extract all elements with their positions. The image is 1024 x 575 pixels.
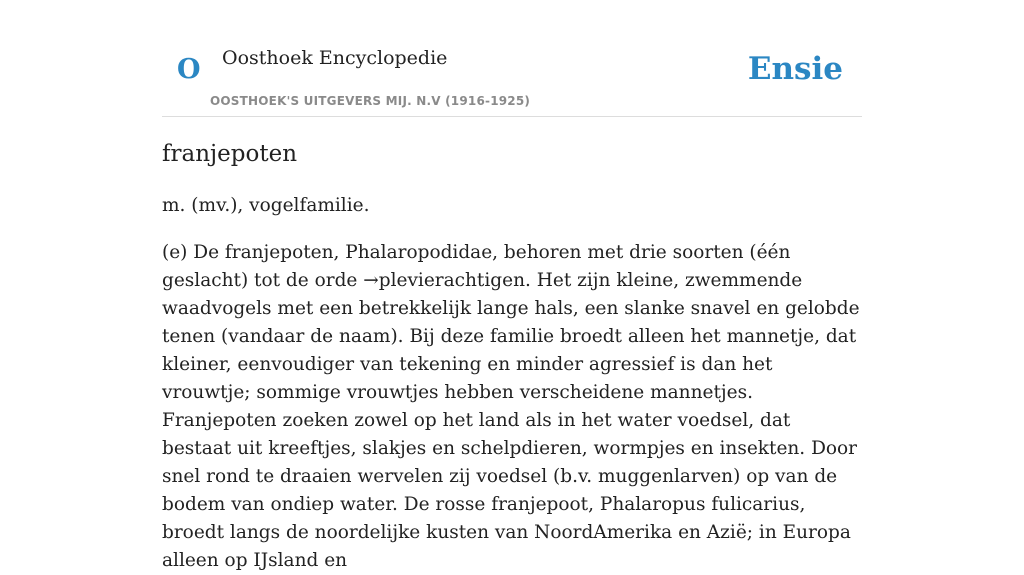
ensie-brand-link[interactable]: Ensie bbox=[747, 51, 843, 87]
source-logo[interactable]: O bbox=[177, 54, 201, 85]
entry-definition: m. (mv.), vogelfamilie. bbox=[162, 195, 370, 216]
entry-body-paragraph: (e) De franjepoten, Phalaropodidae, behoren met drie soorten (één geslacht) tot de orde →plevierachtigen. Het zijn kleine, zwemmende waadvogels met een betrekkelijk lange hals, een slanke snavel en gelobde tenen (vandaar de naam). Bij deze familie broedt alleen het mannetje, dat kleiner, eenvoudiger van tekening en minder agressief is dan het vrouwtje; sommige vrouwtjes hebben verscheidene mannetjes. Franjepoten zoeken zowel op het land als in het water voedsel, dat bestaat uit kreeftjes, slakjes en schelpdieren, wormpjes en insekten. Door snel rond te draaien wervelen zij voedsel (b.v. muggenlarven) op van de bodem van ondiep water. De rosse franjepoot, Phalaropus fulicarius, broedt langs de noordelijke kusten van NoordAmerika en Azië; in Europa alleen op IJsland en bbox=[162, 242, 860, 571]
source-publisher: OOSTHOEK'S UITGEVERS MIJ. N.V (1916-1925) bbox=[210, 94, 531, 108]
source-title-link[interactable]: Oosthoek Encyclopedie bbox=[222, 47, 448, 69]
entry-content bbox=[162, 136, 862, 575]
source-header bbox=[162, 0, 862, 117]
entry-title: franjepoten bbox=[162, 141, 298, 167]
